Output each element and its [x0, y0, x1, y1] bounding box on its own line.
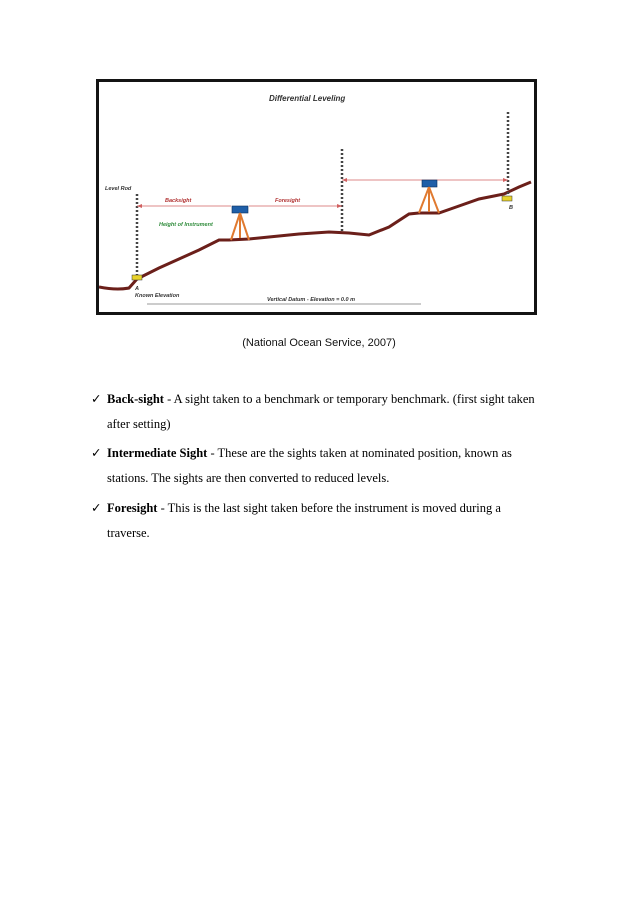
- vertical-datum-label: Vertical Datum - Elevation = 0.0 m: [267, 297, 355, 303]
- bullet-foresight: [91, 496, 551, 546]
- bullet-line: [91, 441, 551, 466]
- diagram-title: Differential Leveling: [269, 94, 346, 103]
- point-b-label: B: [509, 205, 513, 211]
- tripod-2: [419, 187, 439, 213]
- bullet-line: [91, 496, 551, 521]
- check-mark-icon: ✓: [91, 501, 102, 515]
- check-mark-icon: ✓: [91, 446, 102, 460]
- known-elevation-label: Known Elevation: [135, 293, 180, 299]
- backsight-label: Backsight: [165, 198, 192, 204]
- height-of-instrument-label: Height of Instrument: [159, 222, 213, 228]
- benchmark-b: [502, 196, 512, 201]
- bullet-text: - A sight taken to a benchmark or temporary benchmark. (first sight taken: [163, 392, 535, 406]
- figure-caption: (National Ocean Service, 2007): [242, 337, 396, 349]
- bullet-term: Foresight: [107, 501, 158, 515]
- bullet-term: Intermediate Sight: [107, 446, 208, 460]
- bullet-term: Back-sight: [107, 392, 164, 406]
- tripod-1: [231, 213, 249, 240]
- diagram-svg: [99, 82, 534, 312]
- bullet-text: - This is the last sight taken before the instrument is moved during a: [157, 501, 501, 515]
- bullet-continuation: stations. The sights are then converted to reduced levels.: [107, 471, 390, 485]
- check-mark-icon: ✓: [91, 392, 102, 406]
- bullet-line: [91, 387, 551, 412]
- foresight-label: Foresight: [275, 198, 301, 204]
- bullet-continuation: after setting): [107, 417, 171, 431]
- instrument-1: [232, 206, 248, 213]
- bullet-continuation: traverse.: [107, 526, 150, 540]
- bullet-back-sight: [91, 387, 551, 437]
- ground-profile: [99, 182, 531, 289]
- benchmark-a: [132, 275, 142, 280]
- bullet-text: - These are the sights taken at nominated position, known as: [207, 446, 512, 460]
- bullet-intermediate-sight: [91, 441, 551, 491]
- point-a-label: A: [135, 286, 139, 292]
- level-rod-label: Level Rod: [105, 186, 132, 192]
- differential-leveling-figure: [96, 79, 537, 315]
- instrument-2: [422, 180, 437, 187]
